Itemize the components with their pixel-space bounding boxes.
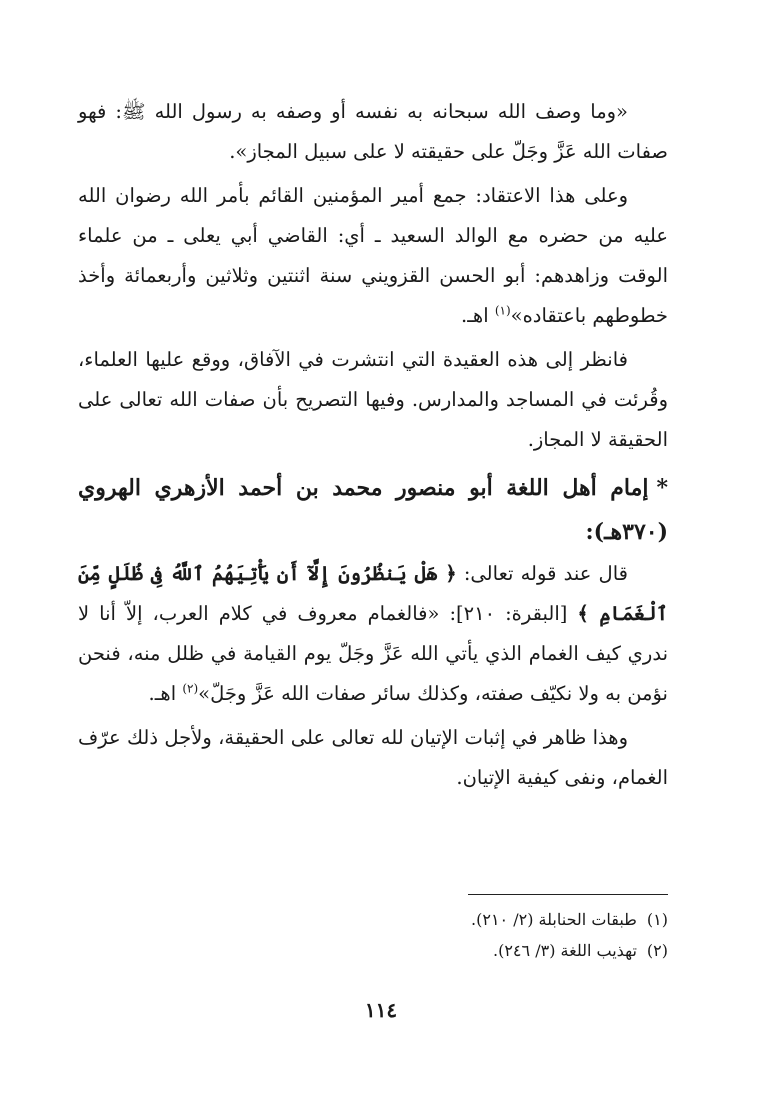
footnote-divider — [468, 894, 668, 895]
footnote-number: (٢) — [646, 941, 668, 960]
paragraph-4-rest: [البقرة: ٢١٠]: «فالغمام معروف في كلام العرب، إلاّ أنا لا ندري كيف الغمام الذي يأتي الله عَزَّ وجَلّ يوم القيامة في ظلل منه، فنحن نؤمن به ولا نكيّف صفته، وكذلك سائر صفات الله عَزَّ وجَلّ» — [78, 602, 668, 705]
page-number: ١١٤ — [364, 998, 398, 1022]
heading-star: * — [656, 475, 668, 501]
footnote-item — [78, 935, 668, 966]
paragraph-2-end: اهـ. — [461, 304, 495, 327]
page-body — [78, 92, 668, 798]
heading-text: إمام أهل اللغة أبو منصور محمد بن أحمد الأزهري الهروي (٣٧٠هـ): — [78, 475, 668, 545]
footnote-text: تهذيب اللغة (٣/ ٢٤٦). — [493, 941, 637, 960]
paragraph-1: «وما وصف الله سبحانه به نفسه أو وصفه به رسول الله ﷺ: فهو صفات الله عَزَّ وجَلّ على حقيقته لا على سبيل المجاز». — [78, 100, 668, 163]
paragraph-2 — [78, 176, 668, 336]
quran-verse: ﴿ هَلْ يَنظُرُونَ إِلَّآ أَن يَأْتِيَهُمُ ٱللَّهُ فِى ظُلَلٍ مِّنَ ٱلْغَمَامِ ﴾ — [78, 562, 668, 625]
section-heading — [78, 466, 668, 554]
footnotes — [78, 904, 668, 966]
paragraph-4-end: اهـ. — [148, 682, 183, 705]
footnote-ref-1: (١) — [494, 303, 511, 318]
paragraph-3: فانظر إلى هذه العقيدة التي انتشرت في الآفاق، ووقع عليها العلماء، وقُرئت في المساجد والمدارس. وفيها التصريح بأن صفات الله تعالى على الحقيقة لا المجاز. — [78, 348, 668, 451]
paragraph-5: وهذا ظاهر في إثبات الإتيان لله تعالى على الحقيقة، ولأجل ذلك عرّف الغمام، ونفى كيفية الإتيان. — [78, 726, 668, 789]
footnote-ref-2: (٢) — [182, 681, 199, 696]
paragraph-2-text: وعلى هذا الاعتقاد: جمع أمير المؤمنين القائم بأمر الله رضوان الله عليه من حضره مع الوالد السعيد ـ أي: القاضي أبي يعلى ـ من علماء الوقت وزاهدهم: أبو الحسن القزويني سنة اثنتين وثلاثين وأربعمائة وأخذ خطوطهم باعتقاده» — [78, 184, 668, 327]
footnote-item — [78, 904, 668, 935]
footnote-number: (١) — [646, 910, 668, 929]
footnote-text: طبقات الحنابلة (٢/ ٢١٠). — [471, 910, 637, 929]
paragraph-4 — [78, 554, 668, 714]
paragraph-4-intro: قال عند قوله تعالى: — [456, 562, 628, 585]
